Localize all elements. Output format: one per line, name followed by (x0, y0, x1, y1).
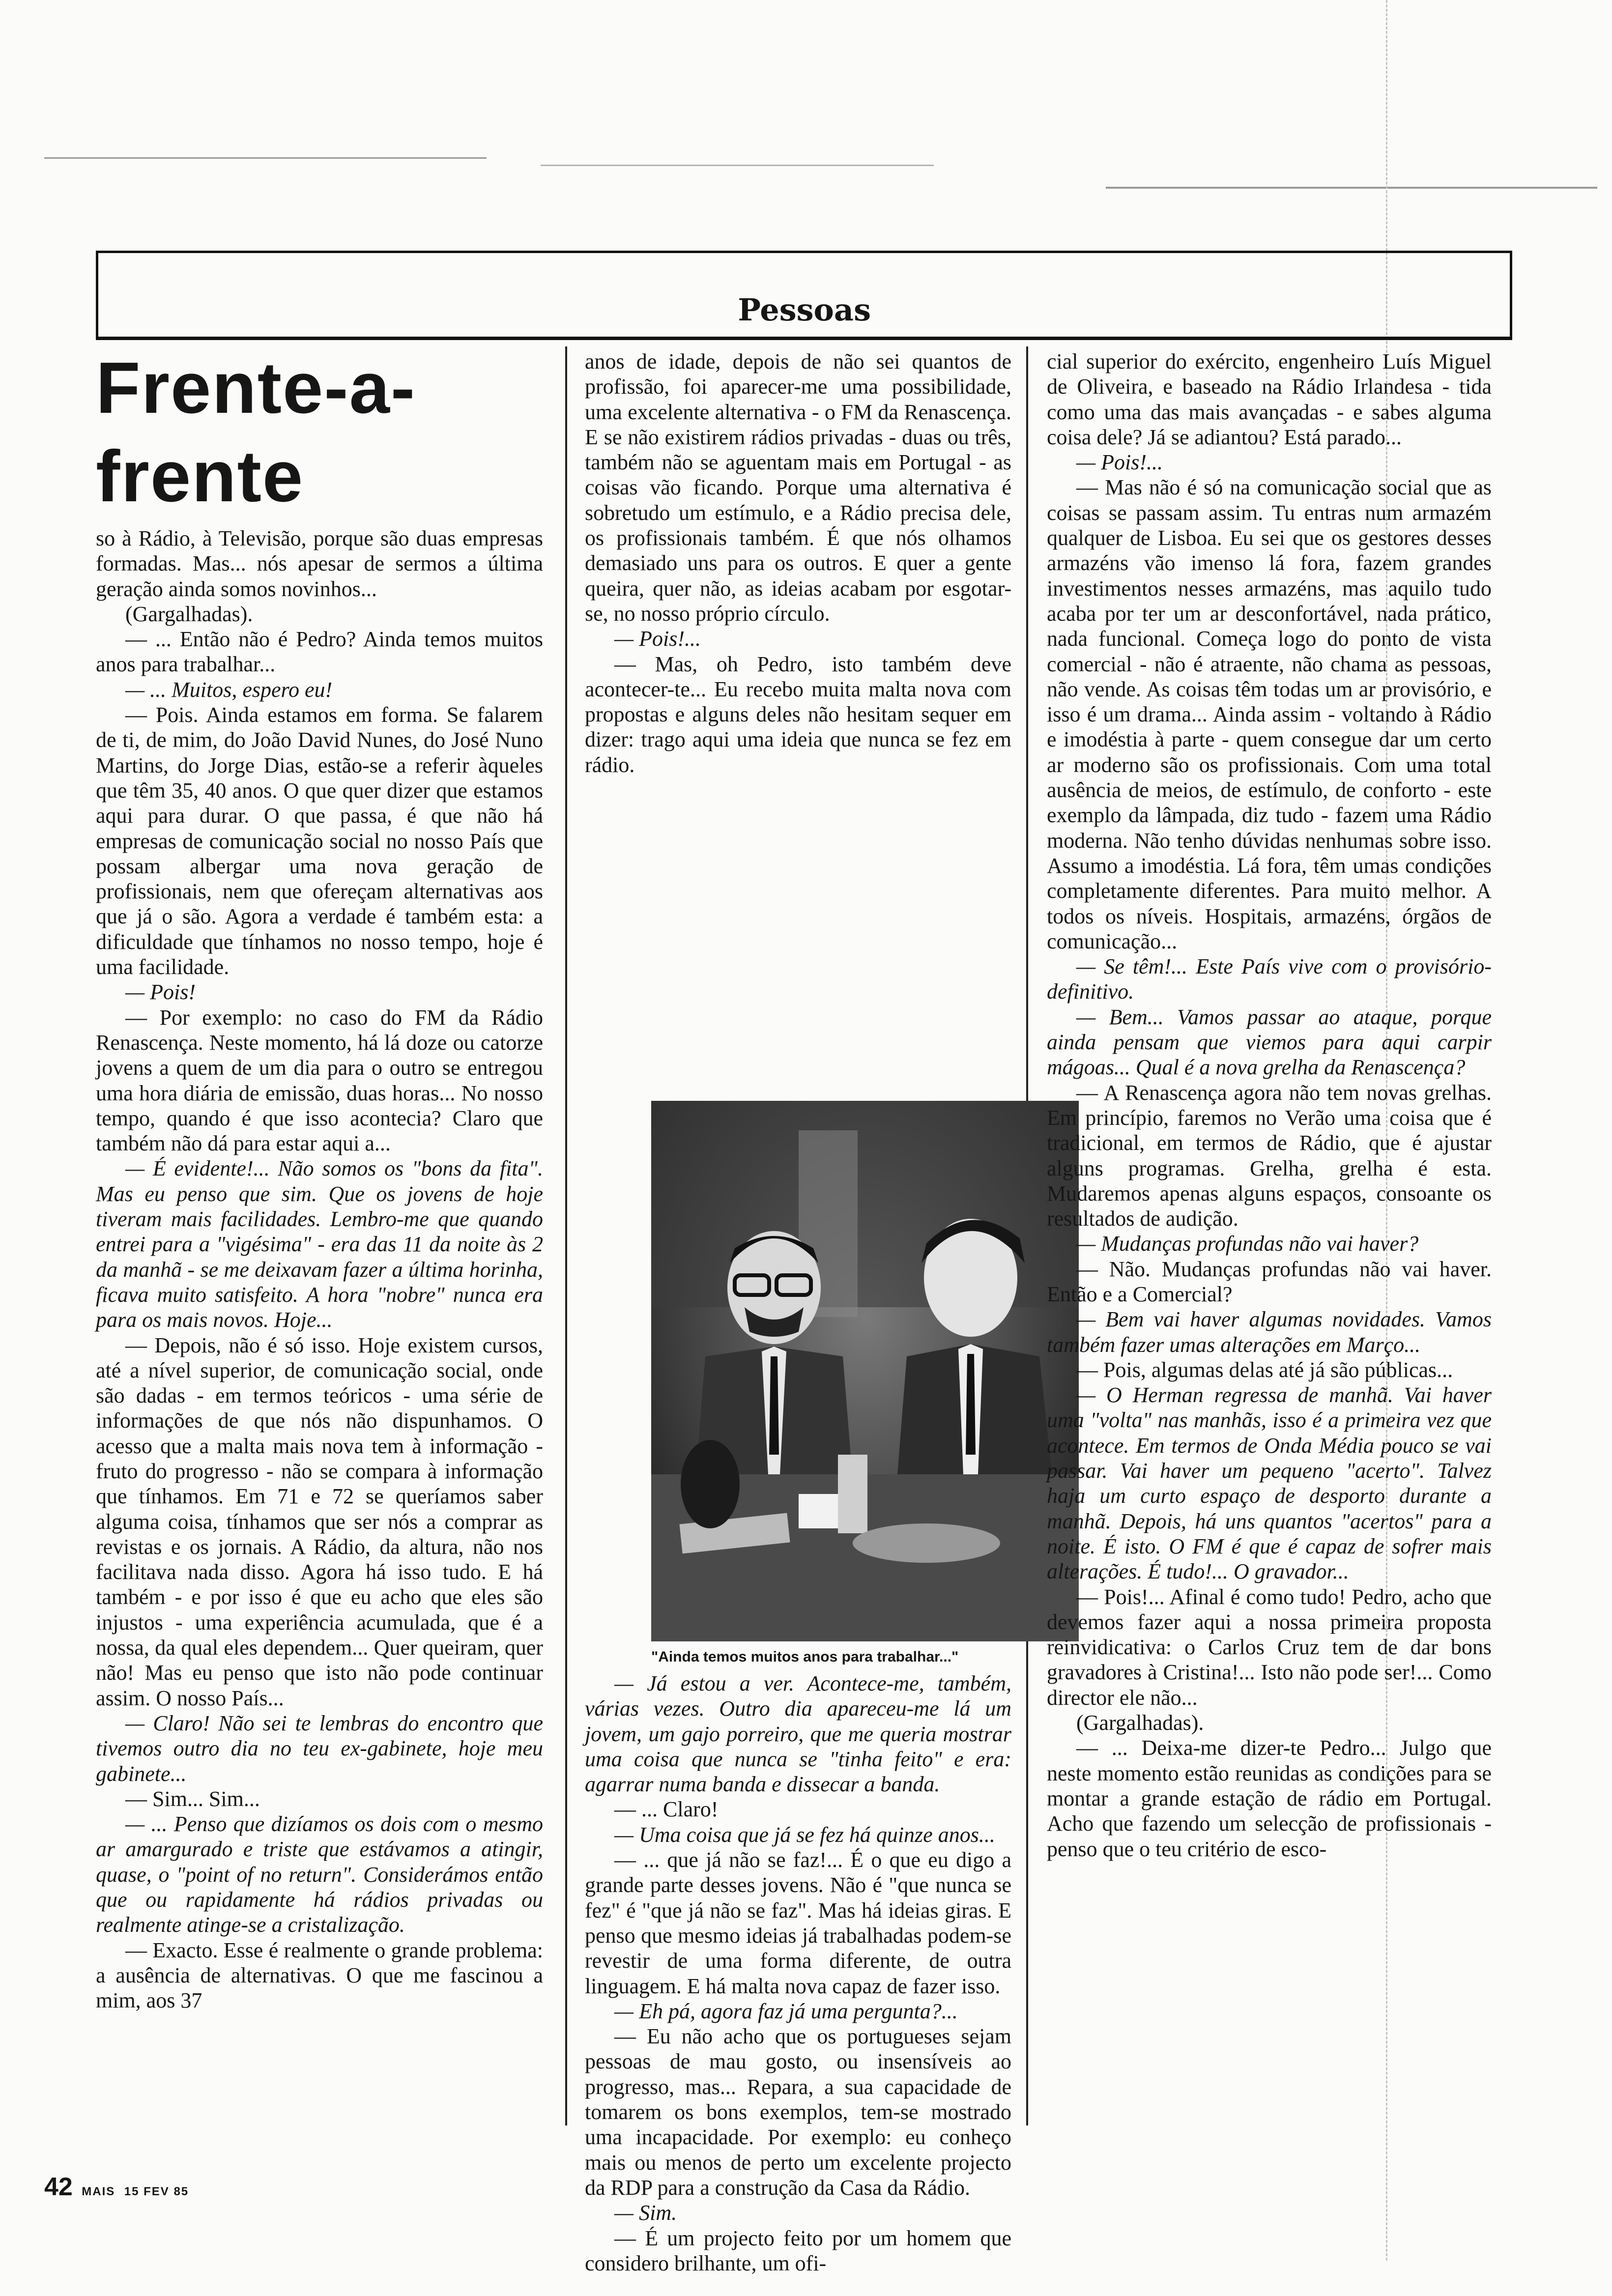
photo-interview-scene (651, 1101, 1079, 1641)
paragraph: anos de idade, depois de não sei quantos de profissão, foi aparecer-me uma possibilidade, uma excelente alternativa - o FM da Renascença. E se não existirem rádios privadas - duas ou três, também não se aguentam mais em Portugal - as coisas vão ficando. Porque uma alternativa é sobretudo um estímulo, e a Rádio precisa dele, os profissionais também. É que nós olhamos demasiado uns para os outros. E quer a gente queira, quer não, as ideias acabam por esgotar-se, no nosso próprio círculo. (585, 349, 1011, 626)
photo-caption: "Ainda temos muitos anos para trabalhar..." (651, 1649, 959, 1665)
paragraph: — Sim. (614, 2201, 677, 2225)
paragraph: — Uma coisa que já se fez há quinze anos... (614, 1822, 995, 1847)
scan-artifact-line (1106, 187, 1597, 189)
paragraph: — Eh pá, agora faz já uma pergunta?... (614, 1999, 958, 2023)
publication-name: MAIS (82, 2185, 115, 2198)
paragraph: — ... Muitos, espero eu! (125, 677, 333, 702)
paragraph: — ... que já não se faz!... É o que eu digo a grande parte desses jovens. Não é "que nunca se fez" é "que já não se faz". Mas há ideias giras. E penso que mesmo ideias já trabalhadas podem-se revestir de uma forma diferente, de outra linguagem. E há malta nova capaz de fazer isso. (585, 1848, 1011, 1998)
article-column-3 (1047, 349, 1492, 2138)
article-column-2-top (585, 349, 1011, 1096)
paragraph: so à Rádio, à Televisão, porque são duas empresas formadas. Mas... nós apesar de sermos a última geração ainda somos novinhos... (96, 526, 543, 601)
paragraph: — Mas, oh Pedro, isto também deve acontecer-te... Eu recebo muita malta nova com propostas e alguns deles não hesitam sequer em dizer: trago aqui uma ideia que nunca se fez em rádio. (585, 652, 1011, 777)
scan-artifact-line (44, 157, 487, 159)
paragraph: — Mudanças profundas não vai haver? (1076, 1232, 1419, 1256)
paragraph: — ... Deixa-me dizer-te Pedro... Julgo que neste momento estão reunidas as condições para se montar a grande estação de rádio em Portugal. Acho que fazendo um selecção de profissionais - penso que o teu critério de esco- (1047, 1736, 1492, 1861)
paragraph: — Bem... Vamos passar ao ataque, porque ainda pensam que viemos para aqui carpir mágoas... Qual é a nova grelha da Renascença? (1047, 1004, 1492, 1080)
paragraph: — Já estou a ver. Acontece-me, também, várias vezes. Outro dia apareceu-me lá um jovem, um gajo porreiro, que me queria mostrar uma coisa que nunca se "tinha feito" e era: agarrar numa banda e dissecar a banda. (585, 1671, 1011, 1797)
paragraph: — A Renascença agora não tem novas grelhas. Em princípio, faremos no Verão uma coisa que é tradicional, em termos de Rádio, que é ajustar alguns programas. Grelha, grelha é esta. Mudaremos apenas alguns espaços, consoante os resultados de audição. (1047, 1080, 1492, 1231)
paragraph: — Pois! (125, 980, 196, 1004)
issue-date: 15 FEV 85 (124, 2185, 189, 2198)
paragraph: — É um projecto feito por um homem que considero brilhante, um ofi- (585, 2226, 1011, 2275)
paragraph: — ... Penso que dizíamos os dois com o mesmo ar amargurado e triste que estávamos a atingir, quase, o "point of no return". Considerámos então que ou rapidamente há rádios privadas ou realmente atinge-se a cristalização. (96, 1812, 543, 1937)
paragraph: — Sim... Sim... (125, 1786, 260, 1811)
page-footer (44, 2172, 189, 2202)
article-photo (651, 1101, 1079, 1641)
page-number: 42 (44, 2173, 73, 2201)
paragraph: — Pois!... Afinal é como tudo! Pedro, acho que devemos fazer aqui a nossa primeira proposta reinvidicativa: o Carlos Cruz tem de dar bons gravadores à Cristina!... Isto não pode ser!... Como director ele não... (1047, 1584, 1492, 1710)
article-headline: Frente-a-frente (96, 347, 416, 517)
paragraph: (Gargalhadas). (1076, 1711, 1204, 1735)
column-2-top-text (585, 349, 1011, 777)
column-3-text (1047, 349, 1492, 1862)
column-1-text (96, 526, 543, 2013)
paragraph: — Pois. Ainda estamos em forma. Se falarem de ti, de mim, do João David Nunes, do José Nuno Martins, do Jorge Dias, estão-se a referir àqueles que têm 35, 40 anos. O que quer dizer que estamos aqui para durar. O que passa, é que não há empresas de comunicação social no nosso País que possam albergar uma nova geração de profissionais, nem que ofereçam alternativas aos que já o são. Agora a verdade é também esta: a dificuldade que tínhamos no nosso tempo, hoje é uma facilidade. (96, 703, 543, 979)
paragraph: — Por exemplo: no caso do FM da Rádio Renascença. Neste momento, há lá doze ou catorze jovens a quem de um dia para o outro se entregou uma hora diária de emissão, duas horas... No nosso tempo, quando é que isso acontecia? Claro que também não dá para estar aqui a... (96, 1005, 543, 1156)
article-column-2-bottom (585, 1671, 1011, 2275)
column-2-bottom-text (585, 1671, 1011, 2276)
paragraph: — É evidente!... Não somos os "bons da fita". Mas eu penso que sim. Que os jovens de hoje tiveram mais facilidades. Lembro-me que quando entrei para a "vigésima" - era das 11 da noite às 2 da manhã - se me deixavam fazer a última horinha, ficava muito satisfeito. A hora "nobre" nunca era para os mais novos. Hoje... (96, 1156, 543, 1332)
article-column-1 (96, 344, 543, 2133)
paragraph: — Eu não acho que os portugueses sejam pessoas de mau gosto, ou insensíveis ao progresso, mas... Repara, a sua capacidade de tomarem os bons exemplos, tem-se mostrado uma incapacidade. Por exemplo: eu conheço mais ou menos de perto um excelente projecto da RDP para a construção da Casa da Rádio. (585, 2024, 1011, 2200)
paragraph: — Depois, não é só isso. Hoje existem cursos, até a nível superior, de comunicação social, onde são dadas - em termos teóricos - uma série de informações de que nós não dispunhamos. O acesso que a malta mais nova tem à informação - fruto do progresso - não se compara à informação que tínhamos. Em 71 e 72 se queríamos saber alguma coisa, tínhamos que ser nós a comprar as revistas e os jornais. A Rádio, da altura, não nos facilitava nada disso. Agora há isso tudo. E há também - e por isso é que eu acho que eles são injustos - uma experiência acumulada, que é a nossa, da qual eles dependem... Quer queiram, quer não! Mas eu penso que isto não pode continuar assim. O nosso País... (96, 1333, 543, 1710)
paragraph: — Pois, algumas delas até já são públicas... (1076, 1357, 1453, 1382)
paragraph: — O Herman regressa de manhã. Vai haver uma "volta" nas manhãs, isso é a primeira vez que acontece. Em termos de Onda Média pouco se vai passar. Vai haver um pequeno "acerto". Talvez haja um curto espaço de desporto durante a manhã. Depois, há uns quantos "acertos" para a noite. É isto. O FM é que é capaz de sofrer mais alterações. É tudo!... O gravador... (1047, 1383, 1492, 1584)
section-header (96, 251, 1512, 340)
paragraph: — Não. Mudanças profundas não vai haver. Então e a Comercial? (1047, 1257, 1492, 1306)
paragraph: — Se têm!... Este País vive com o provisório-definitivo. (1047, 954, 1492, 1004)
paragraph: cial superior do exército, engenheiro Luís Miguel de Oliveira, e baseado na Rádio Irlandesa - tida como uma das mais avançadas - e sabes alguma coisa dele? Já se adiantou? Está parado... (1047, 349, 1492, 449)
paragraph: — Mas não é só na comunicação social que as coisas se passam assim. Tu entras num armazém qualquer de Lisboa. Eu sei que os gestores desses armazéns vão imenso lá fora, fazem grandes investimentos nesses armazéns, mas aquilo tudo acaba por ter um ar desconfortável, nada prático, nada funcional. Começa logo do ponto de vista comercial - não é atraente, não chama as pessoas, não vende. As coisas têm todas um ar provisório, e isso é um drama... Ainda assim - voltando à Rádio e imodéstia à parte - quem consegue dar um certo ar moderno são os profissionais. Com uma total ausência de meios, de estímulo, de conforto - este exemplo da lâmpada, diz tudo - fazem uma Rádio moderna. Não tenho dúvidas nenhumas sobre isso. Assumo a imodéstia. Lá fora, têm umas condições completamente diferentes. Para muito melhor. A todos os níveis. Hospitais, armazéns, órgãos de comunicação... (1047, 475, 1492, 953)
paragraph: — ... Então não é Pedro? Ainda temos muitos anos para trabalhar... (96, 627, 543, 677)
section-label: Pessoas (738, 292, 871, 328)
paragraph: (Gargalhadas). (125, 602, 253, 626)
column-rule (565, 346, 567, 2125)
paragraph: — Bem vai haver algumas novidades. Vamos também fazer umas alterações em Março... (1047, 1307, 1492, 1357)
paragraph: — Exacto. Esse é realmente o grande problema: a ausência de alternativas. O que me fascinou a mim, aos 37 (96, 1938, 543, 2013)
paragraph: — Claro! Não sei te lembras do encontro que tivemos outro dia no teu ex-gabinete, hoje meu gabinete... (96, 1711, 543, 1786)
scan-artifact-line (541, 165, 934, 166)
paragraph: — Pois!... (614, 627, 701, 651)
paragraph: — Pois!... (1076, 450, 1163, 475)
paragraph: — ... Claro! (614, 1797, 719, 1822)
